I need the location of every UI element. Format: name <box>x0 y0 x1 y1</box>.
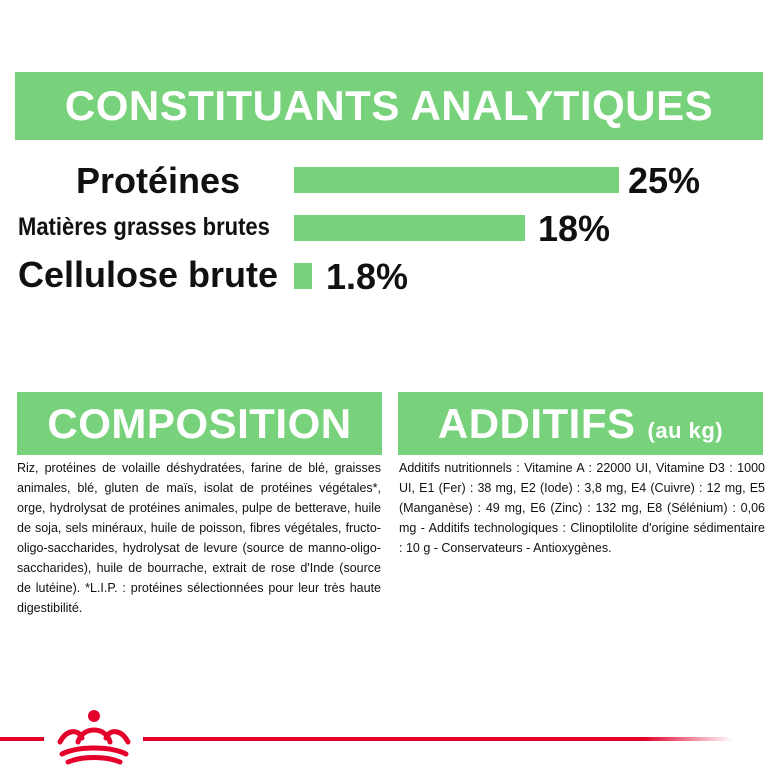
fat-value: 18% <box>538 208 611 249</box>
composition-title: COMPOSITION <box>47 399 352 447</box>
fat-bar <box>294 215 525 241</box>
additifs-subtitle: (au kg) <box>647 417 724 443</box>
additifs-banner <box>398 392 763 455</box>
composition-text: Riz, protéines de volaille déshydratées, farine de blé, graisses animales, blé, gluten de maïs, isolat de protéines végétales*, orge, hydrolysat de protéines animales, pulpe de betterave, huile de soja, sels minéraux, huile de poisson, fibres végétales, fructo-oligo-saccharides, hydrolysat de levure (source de manno-oligo-saccharides), huile de bourrache, extrait de rose d'Inde (source de lutéine). *L.I.P. : protéines sélectionnées pour leur très haute digestibilité. <box>17 461 381 615</box>
fiber-label: Cellulose brute <box>18 254 279 295</box>
protein-bar <box>294 167 619 193</box>
fat-label: Matières grasses brutes <box>18 213 270 241</box>
composition-banner <box>17 392 382 455</box>
footer-line-right <box>143 737 733 741</box>
protein-value: 25% <box>628 160 701 201</box>
protein-label: Protéines <box>76 160 241 201</box>
fiber-value: 1.8% <box>326 256 409 297</box>
footer-line-left <box>0 737 44 741</box>
royal-canin-crown-icon <box>52 706 136 766</box>
additifs-text: Additifs nutritionnels : Vitamine A : 22000 UI, Vitamine D3 : 1000 UI, E1 (Fer) : 38 mg, E2 (Iode) : 3,8 mg, E4 (Cuivre) : 12 mg, E5 (Manganèse) : 49 mg, E6 (Zinc) : 132 mg, E8 (Sélénium) : 0,06 mg - Additifs technologiques : Clinoptilolite d'origine sédimentaire : 10 g - Conservateurs - Antioxygènes. <box>399 461 765 555</box>
additifs-title: ADDITIFS <box>437 399 636 447</box>
analytic-title: CONSTITUANTS ANALYTIQUES <box>64 82 714 129</box>
fiber-bar <box>294 263 312 289</box>
analytic-banner <box>15 72 763 140</box>
